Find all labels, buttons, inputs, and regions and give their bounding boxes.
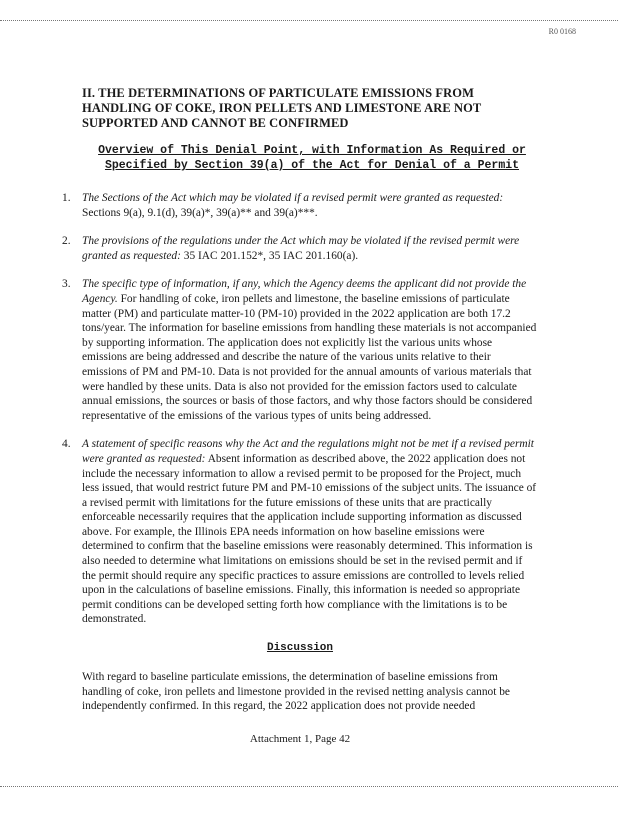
item-lead: The Sections of the Act which may be violated if a revised permit were granted as requested: — [82, 192, 504, 204]
item-number: 2. — [62, 235, 71, 248]
list-item — [62, 277, 538, 423]
item-text: Sections 9(a), 9.1(d), 39(a)*, 39(a)** and 39(a)***. — [82, 206, 318, 219]
item-lead: A statement of specific reasons why the Act and the regulations might not be met if a revised permit were granted as requested: — [82, 438, 534, 465]
discussion-paragraph: With regard to baseline particulate emissions, the determination of baseline emissions from handling of coke, iron pellets and limestone provided in the revised netting analysis cannot be independently confirmed. In this regard, the 2022 application does not provide needed — [82, 671, 510, 713]
item-text: Absent information as described above, the 2022 application does not include the necessary information to allow a revised permit to be proposed for the Project, much less issued, that would restrict future PM and PM-10 emissions of the subject units. The issuance of a revised permit with limitations for the future emissions of these units that are practically enforceable necessarily requires that the application include supporting information as discussed above. For example, the Illinois EPA needs information on how baseline emissions were determined to confirm that the baseline emissions were reasonably determined. This information is also needed to determine what limitations on emissions should be set in the revised permit and if the permit should require any specific practices to assure emissions are controlled to levels relied upon in the calculations of baseline emissions. Finally, this information is needed so appropriate permit conditions can be developed setting forth how compliance with the limitations is to be demonstrated. — [82, 452, 537, 626]
document-number: R0 0168 — [548, 27, 576, 36]
section-title: II. THE DETERMINATIONS OF PARTICULATE EMISSIONS FROM HANDLING OF COKE, IRON PELLETS AND LIMESTONE ARE NOT SUPPORTED AND CANNOT BE CONFIRMED — [82, 86, 482, 130]
discussion-heading: Discussion — [266, 642, 333, 655]
scan-bottom-edge — [0, 786, 618, 787]
item-lead: The specific type of information, if any, which the Agency deems the applicant did not provide the Agency. — [82, 278, 527, 305]
item-number: 3. — [62, 278, 71, 291]
item-number: 4. — [62, 438, 71, 451]
overview-heading: Overview of This Denial Point, with Information As Required or Specified by Section 39(a) of the Act for Denial of a Permit — [98, 144, 526, 172]
scan-top-edge — [0, 20, 618, 21]
item-text: For handling of coke, iron pellets and limestone, the baseline emissions of particulate matter (PM) and particulate matter-10 (PM-10) provided in the 2022 application are both 17.2 tons/year. The information for baseline emissions from handling these materials is not accompanied by supporting information. The application does not explicitly list the various units whose emissions are being addressed and describe the nature of the various units relative to their emissions of PM and PM-10. Data is not provided for the annual amounts of various materials that were handled by these units. Data is also not provided for the emission factors used to calculate annual emissions, the sources or basis of those factors, and why those factors should be considered representative of the emissions of the various types of units being addressed. — [82, 292, 537, 422]
list-item — [62, 191, 538, 220]
item-number: 1. — [62, 192, 71, 204]
list-item — [62, 234, 538, 263]
list-item — [62, 437, 538, 627]
item-lead: The provisions of the regulations under the Act which may be violated if the revised permit were granted as requested: — [82, 235, 520, 262]
item-text: 35 IAC 201.152*, 35 IAC 201.160(a). — [180, 249, 359, 262]
page-footer: Attachment 1, Page 42 — [249, 732, 351, 745]
